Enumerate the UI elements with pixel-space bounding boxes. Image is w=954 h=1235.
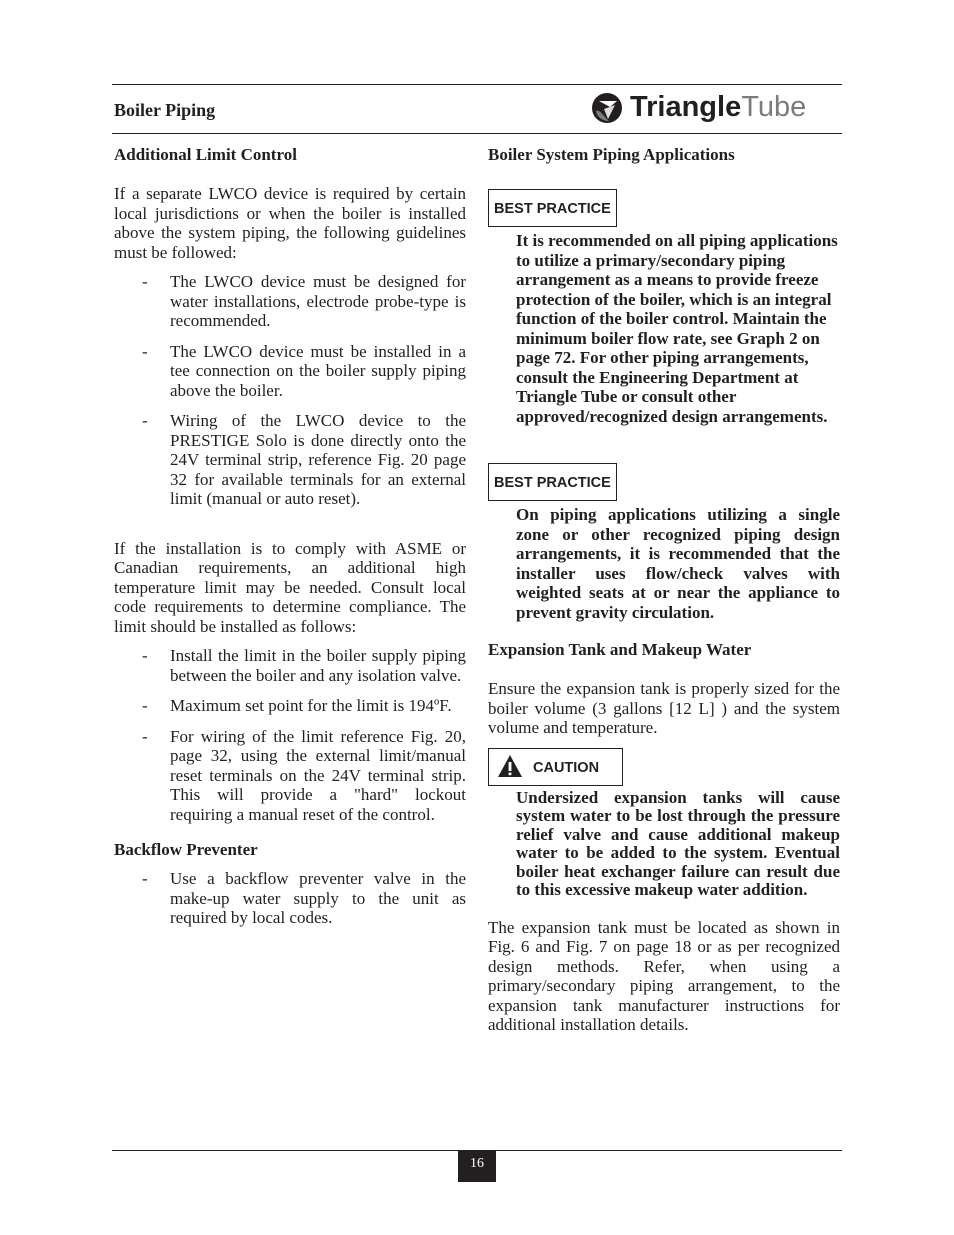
triangle-tube-logo-icon [590, 91, 624, 125]
warning-triangle-icon [497, 754, 523, 778]
list-item: - Maximum set point for the limit is 194ºF. [142, 696, 452, 715]
best-practice-block-1 [488, 189, 840, 426]
brand-part-triangle: Triangle [630, 91, 742, 123]
section-title: Boiler Piping [114, 100, 216, 120]
list-item: - Install the limit in the boiler supply piping between the boiler and any isolation valve. [142, 646, 466, 685]
asme-intro-paragraph: If the installation is to comply with ASME or Canadian requirements, an additional high temperature limit may be needed. Consult local code requirements to determine compliance. The limit should be installed as follows: [114, 538, 466, 636]
brand-part-tube: Tube [741, 91, 807, 123]
caution-text: Undersized expansion tanks will cause system water to be lost through the pressure relief valve and cause additional makeup water to be added to the system. Eventual boiler heat exchanger failure can result due to this excessive makeup water addition. [516, 787, 840, 899]
expansion-location-paragraph: The expansion tank must be located as shown in Fig. 6 and Fig. 7 on page 18 or as per recognized design methods. Refer, when using a primary/secondary piping arrangement, to the expansion tank manufacturer instructions for additional installation details. [488, 917, 840, 1034]
lwco-intro-paragraph: If a separate LWCO device is required by certain local jurisdictions or when the boiler is installed above the system piping, the following guidelines must be followed: [114, 184, 466, 262]
caution-badge [488, 748, 623, 786]
list-item: - Use a backflow preventer valve in the make-up water supply to the unit as required by local codes. [142, 869, 466, 927]
best-practice-badge: BEST PRACTICE [488, 189, 617, 227]
best-practice-text: It is recommended on all piping applications to utilize a primary/secondary piping arrangement as a means to provide freeze protection of the boiler, which is an integral function of the boiler control. Maintain the minimum boiler flow rate, see Graph 2 on page 72. For other piping arrangements, consult the Engineering Department at Triangle Tube or consult other approved/recognized design arrangements. [516, 231, 838, 426]
left-column [114, 144, 466, 928]
backflow-list [114, 869, 466, 928]
caution-label: CAUTION [533, 759, 600, 776]
header-bottom-rule [112, 133, 842, 134]
best-practice-block-2 [488, 463, 840, 622]
list-item: - The LWCO device must be installed in a tee connection on the boiler supply piping above the boiler. [142, 341, 466, 400]
right-column [488, 144, 840, 1035]
page-number: 16 [458, 1150, 496, 1182]
header-top-rule [112, 84, 842, 85]
list-item: - For wiring of the limit reference Fig. 20, page 32, using the external limit/manual reset terminals on the 24V terminal strip. This will provide a "hard" lockout requiring a manual reset of the control. [142, 726, 466, 824]
additional-limit-heading: Additional Limit Control [114, 145, 297, 164]
piping-applications-heading: Boiler System Piping Applications [488, 145, 735, 164]
brand-wordmark [630, 89, 806, 125]
limit-install-list [114, 646, 466, 824]
caution-block [488, 748, 840, 900]
expansion-intro-paragraph: Ensure the expansion tank is properly sized for the boiler volume (3 gallons [12 L] ) and the system volume and temperature. [488, 679, 840, 737]
list-item: - The LWCO device must be designed for water installations, electrode probe-type is recommended. [142, 272, 466, 330]
expansion-tank-heading: Expansion Tank and Makeup Water [488, 640, 752, 659]
best-practice-badge: BEST PRACTICE [488, 463, 617, 501]
backflow-heading: Backflow Preventer [114, 840, 258, 859]
list-item: - Wiring of the LWCO device to the PRESTIGE Solo is done directly onto the 24V terminal strip, reference Fig. 20 page 32 for available terminals for an external limit (manual or auto reset). [142, 411, 466, 508]
brand-logo [590, 89, 840, 125]
lwco-guidelines-list [114, 272, 466, 509]
best-practice-text: On piping applications utilizing a single zone or other recognized piping design arrangements, it is recommended that the installer uses flow/check valves with weighted seats at or near the appliance to prevent gravity circulation. [516, 505, 840, 622]
